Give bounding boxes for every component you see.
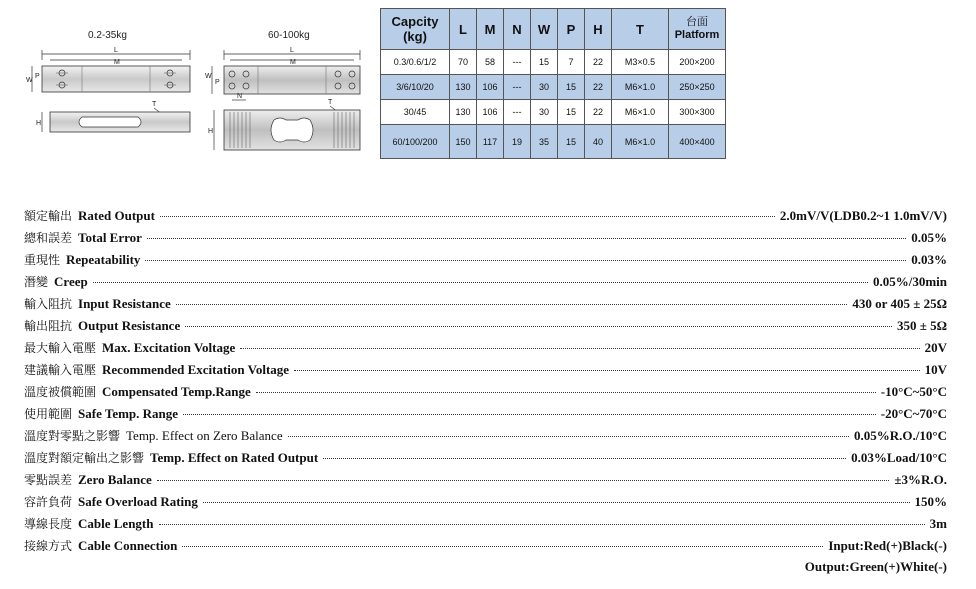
svg-text:W: W (205, 73, 212, 80)
leader-dots (160, 216, 775, 217)
spec-row-safe-overload (24, 493, 947, 515)
spec-label-zh: 潛變 (24, 275, 49, 289)
table-cell: 15 (558, 125, 585, 159)
table-cell: 30 (531, 100, 558, 125)
spec-row-temp-effect-zero (24, 427, 947, 449)
table-cell: 58 (477, 50, 504, 75)
table-row (381, 125, 726, 159)
spec-value: 350 ± 5Ω (896, 318, 947, 333)
svg-text:H: H (208, 128, 214, 135)
spec-label-en: Safe Temp. Range (78, 406, 179, 421)
spec-label-zh: 最大輸入電壓 (24, 341, 97, 355)
spec-row-cable-length (24, 515, 947, 537)
spec-value: 20V (924, 340, 947, 355)
spec-row-zero-balance (24, 471, 947, 493)
load-cell-drawing-large (200, 40, 380, 160)
leader-dots (176, 304, 848, 305)
svg-text:L: L (290, 47, 294, 54)
table-cell: 22 (585, 75, 612, 100)
table-cell: 19 (504, 125, 531, 159)
spec-row-safe-temp (24, 405, 947, 427)
table-cell: 130 (450, 100, 477, 125)
table-cell: 3/6/10/20 (381, 75, 450, 100)
table-cell: 130 (450, 75, 477, 100)
spec-list (24, 207, 947, 581)
spec-row-creep (24, 273, 947, 295)
spec-label-zh: 零點誤差 (24, 473, 73, 487)
spec-label-en: Creep (54, 274, 88, 289)
svg-text:M: M (290, 59, 296, 66)
table-cell: 35 (531, 125, 558, 159)
leader-dots (93, 282, 868, 283)
spec-value: 150% (914, 494, 947, 509)
svg-text:W: W (26, 77, 33, 84)
spec-label-zh: 接線方式 (24, 539, 73, 553)
leader-dots (185, 326, 892, 327)
table-cell: 200×200 (669, 50, 726, 75)
leader-dots (147, 238, 906, 239)
table-cell: 150 (450, 125, 477, 159)
svg-text:H: H (36, 120, 42, 127)
table-cell: 106 (477, 75, 504, 100)
spec-value: Input:Red(+)Black(-) (828, 538, 947, 553)
spec-label-en: Cable Connection (78, 538, 178, 553)
table-cell: 22 (585, 100, 612, 125)
spec-row-output-resistance (24, 317, 947, 339)
load-cell-drawing-small (20, 40, 200, 140)
table-cell: 15 (531, 50, 558, 75)
spec-row-temp-effect-output (24, 449, 947, 471)
spec-value: 3m (929, 516, 947, 531)
leader-dots (288, 436, 849, 437)
table-row (381, 100, 726, 125)
leader-dots (323, 458, 846, 459)
svg-text:P: P (215, 79, 220, 86)
svg-text:M: M (114, 59, 120, 66)
spec-label-en: Total Error (78, 230, 142, 245)
header-platform-en: Platform (674, 29, 720, 41)
table-row (381, 75, 726, 100)
dimension-table (380, 8, 726, 159)
leader-dots (145, 260, 906, 261)
table-cell: 30 (531, 75, 558, 100)
header-h: H (585, 9, 612, 50)
leader-dots (256, 392, 876, 393)
table-cell: --- (504, 50, 531, 75)
svg-text:P: P (35, 73, 40, 80)
table-cell: --- (504, 100, 531, 125)
spec-label-zh: 容許負荷 (24, 495, 73, 509)
spec-row-rated-output (24, 207, 947, 229)
spec-label-zh: 總和誤差 (24, 231, 73, 245)
svg-text:N: N (237, 93, 243, 100)
spec-value: 10V (924, 362, 947, 377)
spec-value: ±3%R.O. (894, 472, 947, 487)
table-cell: 400×400 (669, 125, 726, 159)
table-cell: 70 (450, 50, 477, 75)
spec-label-zh: 輸入阻抗 (24, 297, 73, 311)
table-cell: 0.3/0.6/1/2 (381, 50, 450, 75)
header-w: W (531, 9, 558, 50)
spec-value: 430 or 405 ± 25Ω (852, 296, 947, 311)
spec-label-en: Output Resistance (78, 318, 181, 333)
table-cell: M6×1.0 (612, 125, 669, 159)
table-cell: 40 (585, 125, 612, 159)
spec-row-input-resistance (24, 295, 947, 317)
svg-text:L: L (114, 47, 118, 54)
table-cell: 117 (477, 125, 504, 159)
spec-label-en: Rated Output (78, 208, 155, 223)
spec-value: 0.05% (911, 230, 947, 245)
table-cell: 15 (558, 100, 585, 125)
spec-row-compensated-temp (24, 383, 947, 405)
header-t: T (612, 9, 669, 50)
header-p: P (558, 9, 585, 50)
svg-text:T: T (152, 101, 157, 108)
spec-label-en: Input Resistance (78, 296, 171, 311)
spec-value: 0.03%Load/10°C (851, 450, 947, 465)
spec-label-zh: 溫度被償範圍 (24, 385, 97, 399)
table-cell: 60/100/200 (381, 125, 450, 159)
table-cell: 7 (558, 50, 585, 75)
spec-label-en: Compensated Temp.Range (102, 384, 251, 399)
spec-row-cable-connection (24, 537, 947, 559)
table-cell: 22 (585, 50, 612, 75)
spec-label-zh: 導線長度 (24, 517, 73, 531)
spec-row-total-error (24, 229, 947, 251)
spec-label-zh: 建議輸入電壓 (24, 363, 97, 377)
table-cell: 300×300 (669, 100, 726, 125)
table-cell: 15 (558, 75, 585, 100)
spec-row-repeatability (24, 251, 947, 273)
leader-dots (294, 370, 920, 371)
spec-value: 0.03% (911, 252, 947, 267)
table-cell: 106 (477, 100, 504, 125)
spec-label-en: Cable Length (78, 516, 154, 531)
spec-label-zh: 溫度對零點之影響 (24, 429, 121, 443)
spec-row-max-excitation (24, 339, 947, 361)
spec-label-en: Zero Balance (78, 472, 152, 487)
header-l: L (450, 9, 477, 50)
table-cell: 30/45 (381, 100, 450, 125)
table-cell: 250×250 (669, 75, 726, 100)
spec-label-en: Temp. Effect on Zero Balance (126, 428, 283, 443)
spec-label-en: Safe Overload Rating (78, 494, 198, 509)
spec-value-output-wiring: Output:Green(+)White(-) (804, 559, 947, 574)
table-cell: M6×1.0 (612, 100, 669, 125)
leader-dots (240, 348, 919, 349)
leader-dots (159, 524, 925, 525)
spec-label-zh: 輸出阻抗 (24, 319, 73, 333)
table-cell: M3×0.5 (612, 50, 669, 75)
spec-value: 0.05%R.O./10°C (854, 428, 947, 443)
table-cell: M6×1.0 (612, 75, 669, 100)
leader-dots (203, 502, 910, 503)
leader-dots (182, 546, 823, 547)
spec-label-en: Max. Excitation Voltage (102, 340, 236, 355)
drawing-title-left: 0.2-35kg (88, 30, 127, 41)
spec-value: -10°C~50°C (880, 384, 947, 399)
table-row (381, 50, 726, 75)
spec-label-en: Temp. Effect on Rated Output (150, 450, 319, 465)
spec-label-en: Recommended Excitation Voltage (102, 362, 290, 377)
table-cell: --- (504, 75, 531, 100)
leader-dots (183, 414, 876, 415)
header-capacity: Capcity (kg) (381, 9, 450, 50)
spec-value: 0.05%/30min (872, 274, 947, 289)
leader-dots (157, 480, 890, 481)
dimension-table-header (381, 9, 726, 50)
header-platform (669, 9, 726, 50)
header-m: M (477, 9, 504, 50)
svg-text:T: T (328, 99, 333, 106)
spec-row-recommended-excitation (24, 361, 947, 383)
spec-label-zh: 額定輸出 (24, 209, 73, 223)
drawing-title-right: 60-100kg (268, 30, 310, 41)
spec-label-en: Repeatability (66, 252, 141, 267)
header-platform-zh: 台面 (686, 16, 708, 28)
spec-value: -20°C~70°C (880, 406, 947, 421)
spec-value: 2.0mV/V(LDB0.2~1 1.0mV/V) (779, 208, 947, 223)
spec-label-zh: 溫度對額定輸出之影響 (24, 451, 145, 465)
header-n: N (504, 9, 531, 50)
spec-label-zh: 重現性 (24, 253, 61, 267)
spec-label-zh: 使用範圍 (24, 407, 73, 421)
